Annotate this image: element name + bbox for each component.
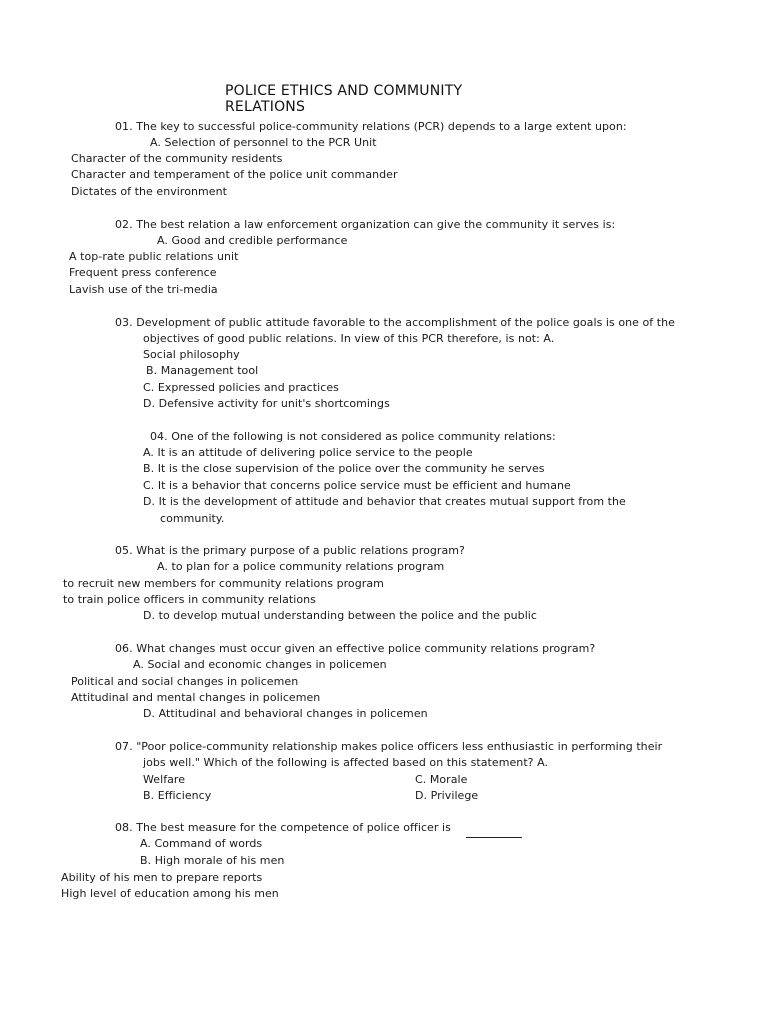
document-title: POLICE ETHICS AND COMMUNITY (225, 83, 463, 99)
question-01-option-b: Character of the community residents (71, 152, 283, 165)
question-03-option-c: C. Expressed policies and practices (143, 381, 339, 394)
question-02-option-b: A top-rate public relations unit (69, 250, 239, 263)
question-08-stem: 08. The best measure for the competence of police officer is (115, 821, 451, 834)
question-07-option-d: D. Privilege (415, 789, 479, 802)
question-07-stem-line2: jobs well." Which of the following is affected based on this statement? A. (143, 756, 549, 769)
question-04-option-d-line2: community. (160, 512, 225, 525)
question-05-option-a: A. to plan for a police community relations program (157, 560, 445, 573)
question-08-option-a: A. Command of words (140, 837, 263, 850)
question-02-stem: 02. The best relation a law enforcement organization can give the community it serves is: (115, 218, 616, 231)
question-02-option-d: Lavish use of the tri-media (69, 283, 218, 296)
question-01-option-a: A. Selection of personnel to the PCR Unit (150, 136, 377, 149)
question-07-option-a: Welfare (143, 773, 186, 786)
question-06-option-d: D. Attitudinal and behavioral changes in policemen (143, 707, 428, 720)
question-07-stem-line1: 07. "Poor police-community relationship makes police officers less enthusiastic in performing their (115, 740, 663, 753)
question-08-option-d: High level of education among his men (61, 887, 279, 900)
question-02-option-c: Frequent press conference (69, 266, 217, 279)
document-title-line2: RELATIONS (225, 99, 306, 115)
question-04-stem: 04. One of the following is not considered as police community relations: (150, 430, 556, 443)
question-05-option-d: D. to develop mutual understanding between the police and the public (143, 609, 538, 622)
question-05-option-c: to train police officers in community relations (63, 593, 316, 606)
question-01-stem: 01. The key to successful police-community relations (PCR) depends to a large extent upon: (115, 120, 627, 133)
question-07-option-c: C. Morale (415, 773, 468, 786)
question-03-stem-line2: objectives of good public relations. In view of this PCR therefore, is not: A. (143, 332, 555, 345)
question-06-option-c: Attitudinal and mental changes in policemen (71, 691, 321, 704)
question-04-option-c: C. It is a behavior that concerns police service must be efficient and humane (143, 479, 571, 492)
question-03-stem-line1: 03. Development of public attitude favorable to the accomplishment of the police goals is one of the (115, 316, 675, 329)
question-08-option-c: Ability of his men to prepare reports (61, 871, 263, 884)
question-05-option-b: to recruit new members for community relations program (63, 577, 384, 590)
question-01-option-d: Dictates of the environment (71, 185, 227, 198)
question-04-option-a: A. It is an attitude of delivering police service to the people (143, 446, 473, 459)
question-08-answer-blank (466, 837, 522, 838)
question-04-option-b: B. It is the close supervision of the police over the community he serves (143, 462, 545, 475)
question-03-option-a: Social philosophy (143, 348, 240, 361)
question-06-stem: 06. What changes must occur given an effective police community relations program? (115, 642, 596, 655)
question-06-option-a: A. Social and economic changes in policemen (133, 658, 387, 671)
question-03-option-d: D. Defensive activity for unit's shortcomings (143, 397, 390, 410)
question-04-option-d-line1: D. It is the development of attitude and behavior that creates mutual support from the (143, 495, 626, 508)
document-title-cut-line (225, 98, 345, 115)
question-06-option-b: Political and social changes in policemen (71, 675, 299, 688)
question-08-option-b: B. High morale of his men (140, 854, 285, 867)
question-02-option-a: A. Good and credible performance (157, 234, 348, 247)
question-07-option-b: B. Efficiency (143, 789, 212, 802)
question-03-option-b: B. Management tool (146, 364, 259, 377)
question-05-stem: 05. What is the primary purpose of a public relations program? (115, 544, 465, 557)
question-01-option-c: Character and temperament of the police unit commander (71, 168, 398, 181)
